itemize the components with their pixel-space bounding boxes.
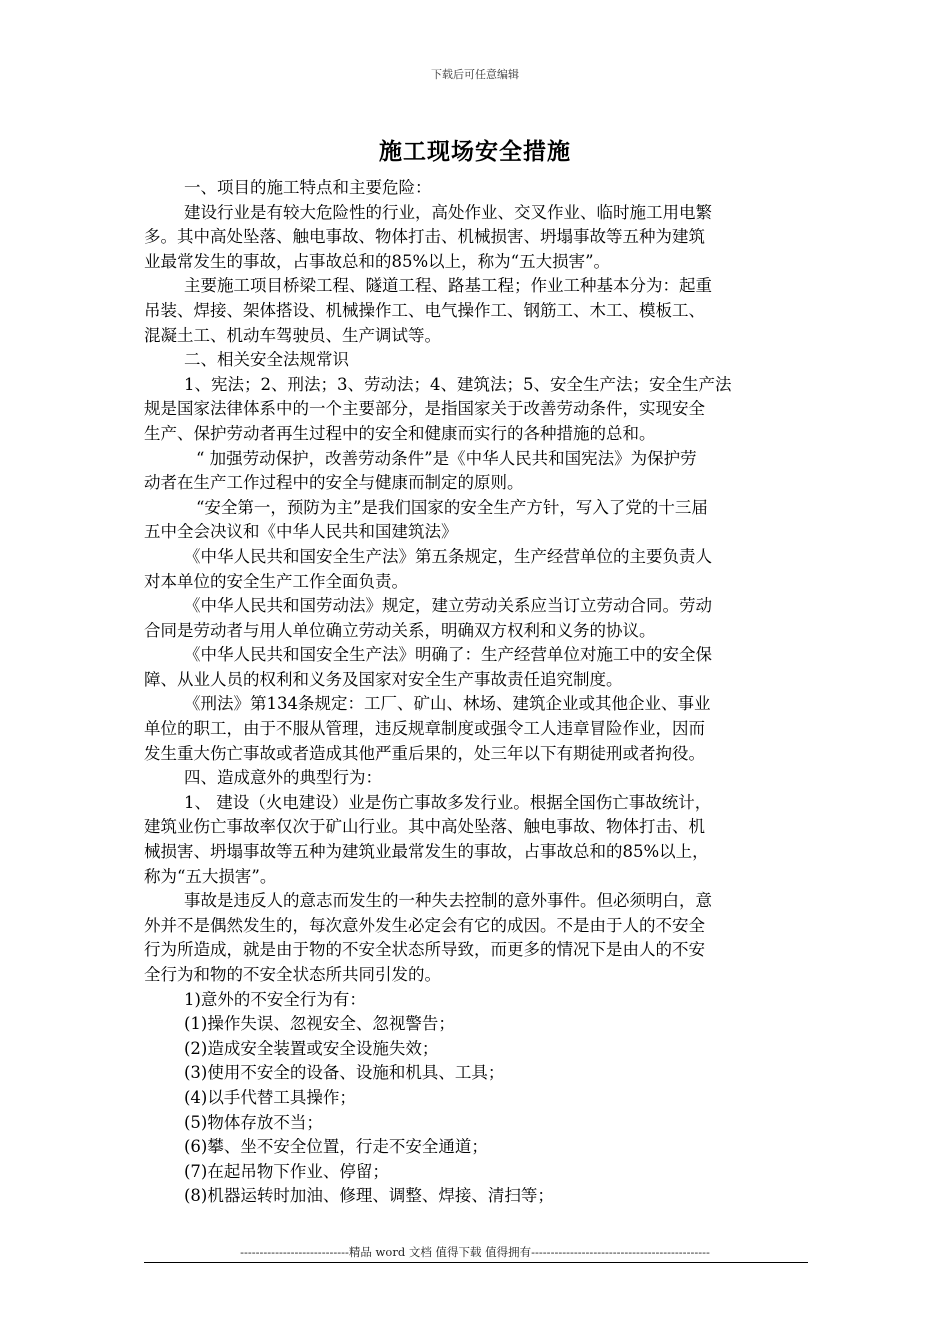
paragraph-line: 发生重大伤亡事故或者造成其他严重后果的，处三年以下有期徒刑或者拘役。 (144, 743, 705, 763)
paragraph-line: 生产、保护劳动者再生过程中的安全和健康而实行的各种措施的总和。 (144, 423, 656, 443)
paragraph-line: 全行为和物的不安全状态所共同引发的。 (144, 965, 441, 984)
paragraph-line: 合同是劳动者与用人单位确立劳动关系，明确双方权利和义务的协议。 (144, 620, 656, 640)
list-item: (8)机器运转时加油、修理、调整、焊接、清扫等； (184, 1186, 554, 1206)
paragraph-line: 1、 建设（火电建设）业是伤亡事故多发行业。根据全国伤亡事故统计， (184, 792, 712, 812)
paragraph-line: 规是国家法律体系中的一个主要部分，是指国家关于改善劳动条件，实现安全 (144, 399, 705, 419)
list-item: (5)物体存放不当； (184, 1112, 323, 1132)
paragraph-line: 行为所造成，就是由于物的不安全状态所导致，而更多的情况下是由人的不安 (144, 940, 705, 960)
paragraph-line: 事故是违反人的意志而发生的一种失去控制的意外事件。但必须明白，意 (184, 891, 712, 911)
paragraph-line: 《中华人民共和国安全生产法》明确了：生产经营单位对施工中的安全保 (184, 645, 712, 665)
section-heading-2: 二、相关安全法规常识 (184, 350, 349, 370)
list-item: (7)在起吊物下作业、停留； (184, 1161, 389, 1181)
list-item: (3)使用不安全的设备、设施和机具、工具； (184, 1063, 505, 1083)
list-item: (4)以手代替工具操作； (184, 1087, 356, 1107)
paragraph-line: 混凝土工、机动车驾驶员、生产调试等。 (144, 325, 441, 345)
document-body (144, 176, 808, 1209)
paragraph-line: 业最常发生的事故，占事故总和的85%以上，称为“五大损害”。 (144, 251, 611, 271)
paragraph-line: 单位的职工，由于不服从管理，违反规章制度或强令工人违章冒险作业，因而 (144, 719, 705, 739)
footer-divider (144, 1262, 808, 1263)
page-footer-note: ----------------------------精品 word 文档 值得下载 值得拥有---------------------------------------------- (240, 1245, 710, 1259)
section-heading-1: 一、项目的施工特点和主要危险： (184, 178, 432, 197)
list-heading: 1)意外的不安全行为有： (184, 989, 366, 1009)
paragraph-line: 械损害、坍塌事故等五种为建筑业最常发生的事故，占事故总和的85%以上， (144, 842, 709, 862)
paragraph-line: 建设行业是有较大危险性的行业，高处作业、交叉作业、临时施工用电繁 (184, 202, 712, 222)
paragraph-line: 称为“五大损害”。 (144, 866, 277, 886)
paragraph-line: “安全第一，预防为主”是我们国家的安全生产方针，写入了党的十三届 (196, 497, 708, 517)
page-header-note: 下载后可任意编辑 (431, 68, 519, 81)
list-item: (1)操作失误、忽视安全、忽视警告； (184, 1014, 455, 1034)
paragraph-line: 动者在生产工作过程中的安全与健康而制定的原则。 (144, 473, 524, 493)
paragraph-line: 五中全会决议和《中华人民共和国建筑法》 (144, 522, 458, 542)
paragraph-line: 主要施工项目桥梁工程、隧道工程、路基工程；作业工种基本分为：起重 (184, 276, 712, 296)
section-heading-4: 四、造成意外的典型行为： (184, 768, 382, 788)
paragraph-line: 障、从业人员的权利和义务及国家对安全生产事故责任追究制度。 (144, 669, 623, 689)
list-item: (2)造成安全装置或安全设施失效； (184, 1038, 439, 1058)
list-item: (6)攀、坐不安全位置，行走不安全通道； (184, 1137, 488, 1157)
paragraph-line: 《中华人民共和国安全生产法》第五条规定，生产经营单位的主要负责人 (184, 546, 712, 566)
paragraph-line: “ 加强劳动保护，改善劳动条件”是《中华人民共和国宪法》为保护劳 (196, 448, 697, 468)
paragraph-line: 多。其中高处坠落、触电事故、物体打击、机械损害、坍塌事故等五种为建筑 (144, 227, 705, 247)
paragraph-line: 外并不是偶然发生的，每次意外发生必定会有它的成因。不是由于人的不安全 (144, 915, 705, 935)
paragraph-line: 对本单位的安全生产工作全面负责。 (144, 571, 408, 591)
document-title: 施工现场安全措施 (379, 138, 571, 165)
paragraph-line: 1、宪法；2、刑法；3、劳动法；4、建筑法；5、安全生产法；安全生产法 (184, 374, 732, 394)
paragraph-line: 建筑业伤亡事故率仅次于矿山行业。其中高处坠落、触电事故、物体打击、机 (144, 817, 705, 837)
paragraph-line: 《刑法》第134条规定：工厂、矿山、林场、建筑企业或其他企业、事业 (184, 694, 711, 714)
paragraph-line: 吊装、焊接、架体搭设、机械操作工、电气操作工、钢筋工、木工、模板工、 (144, 300, 705, 320)
paragraph-line: 《中华人民共和国劳动法》规定，建立劳动关系应当订立劳动合同。劳动 (184, 596, 712, 616)
